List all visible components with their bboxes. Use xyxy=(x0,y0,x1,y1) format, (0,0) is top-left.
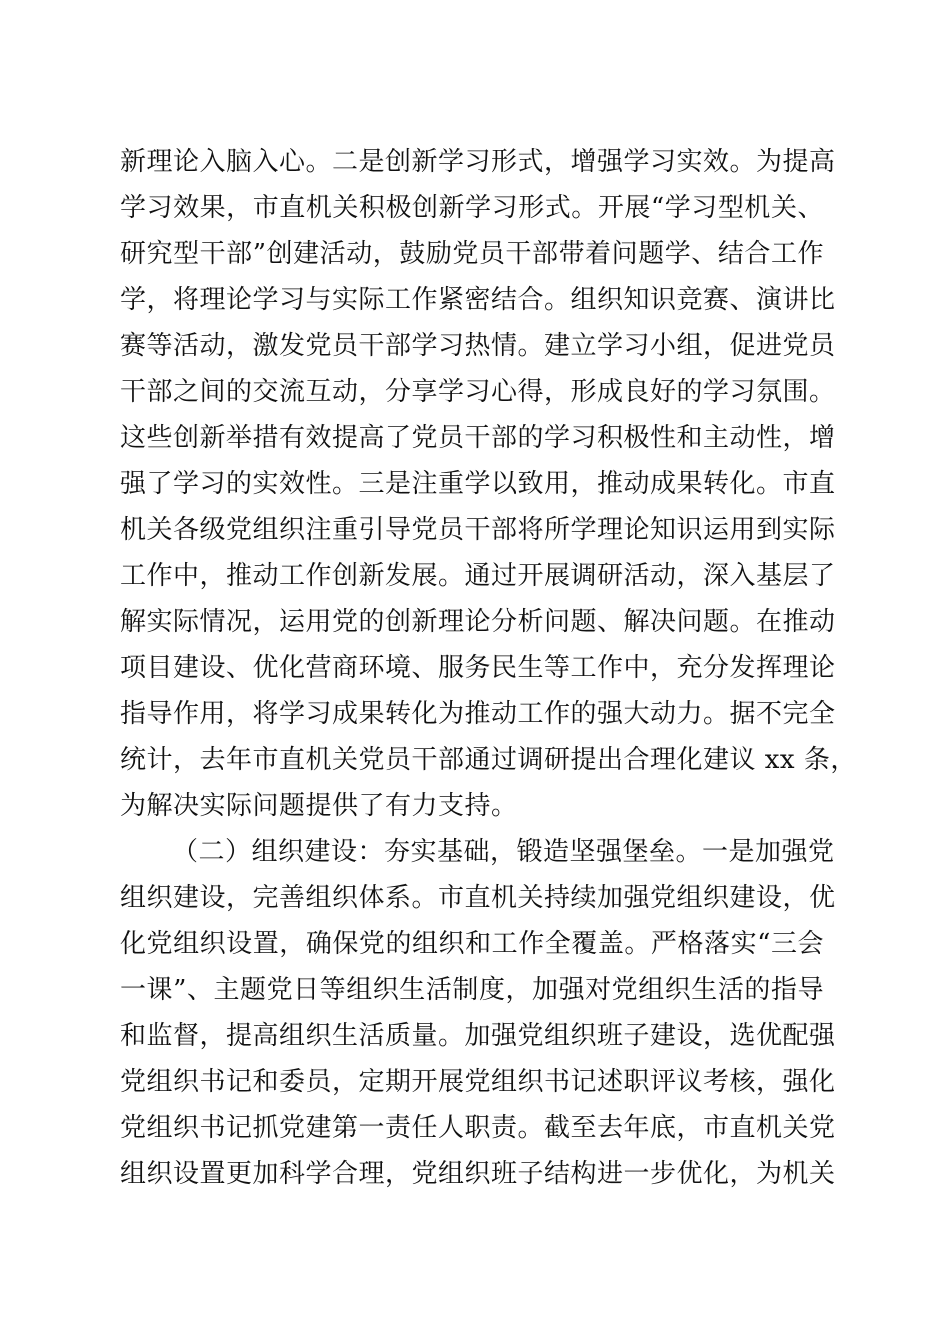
paragraph-2-line-3: 化党组织设置，确保党的组织和工作全覆盖。严格落实“三会 xyxy=(120,929,824,959)
paragraph-1-line-11: 解实际情况，运用党的创新理论分析问题、解决问题。在推动 xyxy=(120,607,836,637)
paragraph-2-line-1: （二）组织建设：夯实基础，锻造坚强堡垒。一是加强党 xyxy=(172,837,835,867)
paragraph-2-line-2: 组织建设，完善组织体系。市直机关持续加强党组织建设，优 xyxy=(120,883,836,913)
paragraph-1-line-10: 工作中，推动工作创新发展。通过开展调研活动，深入基层了 xyxy=(120,561,836,591)
paragraph-1-line-13: 指导作用，将学习成果转化为推动工作的强大动力。据不完全 xyxy=(120,699,836,729)
paragraph-1-line-6: 干部之间的交流互动，分享学习心得，形成良好的学习氛围。 xyxy=(120,377,836,407)
paragraph-1-line-14: 统计，去年市直机关党员干部通过调研提出合理化建议 xx 条， xyxy=(120,745,857,775)
paragraph-1-line-12: 项目建设、优化营商环境、服务民生等工作中，充分发挥理论 xyxy=(120,653,836,683)
paragraph-2-line-4: 一课”、主题党日等组织生活制度，加强对党组织生活的指导 xyxy=(120,975,824,1005)
paragraph-1-line-2: 学习效果，市直机关积极创新学习形式。开展“学习型机关、 xyxy=(120,193,824,223)
paragraph-2-line-7: 党组织书记抓党建第一责任人职责。截至去年底，市直机关党 xyxy=(120,1113,836,1143)
paragraph-1-line-7: 这些创新举措有效提高了党员干部的学习积极性和主动性，增 xyxy=(120,423,836,453)
paragraph-2-line-5: 和监督，提高组织生活质量。加强党组织班子建设，选优配强 xyxy=(120,1021,836,1051)
paragraph-1-line-3: 研究型干部”创建活动，鼓励党员干部带着问题学、结合工作 xyxy=(120,239,824,269)
paragraph-2-line-8: 组织设置更加科学合理，党组织班子结构进一步优化，为机关 xyxy=(120,1159,836,1189)
paragraph-1-line-9: 机关各级党组织注重引导党员干部将所学理论知识运用到实际 xyxy=(120,515,836,545)
paragraph-1-line-1: 新理论入脑入心。二是创新学习形式，增强学习实效。为提高 xyxy=(120,147,836,177)
paragraph-1-line-15: 为解决实际问题提供了有力支持。 xyxy=(120,791,518,821)
paragraph-2-line-6: 党组织书记和委员，定期开展党组织书记述职评议考核，强化 xyxy=(120,1067,836,1097)
paragraph-1-line-8: 强了学习的实效性。三是注重学以致用，推动成果转化。市直 xyxy=(120,469,836,499)
paragraph-1-line-4: 学，将理论学习与实际工作紧密结合。组织知识竞赛、演讲比 xyxy=(120,285,836,315)
paragraph-1-line-5: 赛等活动，激发党员干部学习热情。建立学习小组，促进党员 xyxy=(120,331,836,361)
